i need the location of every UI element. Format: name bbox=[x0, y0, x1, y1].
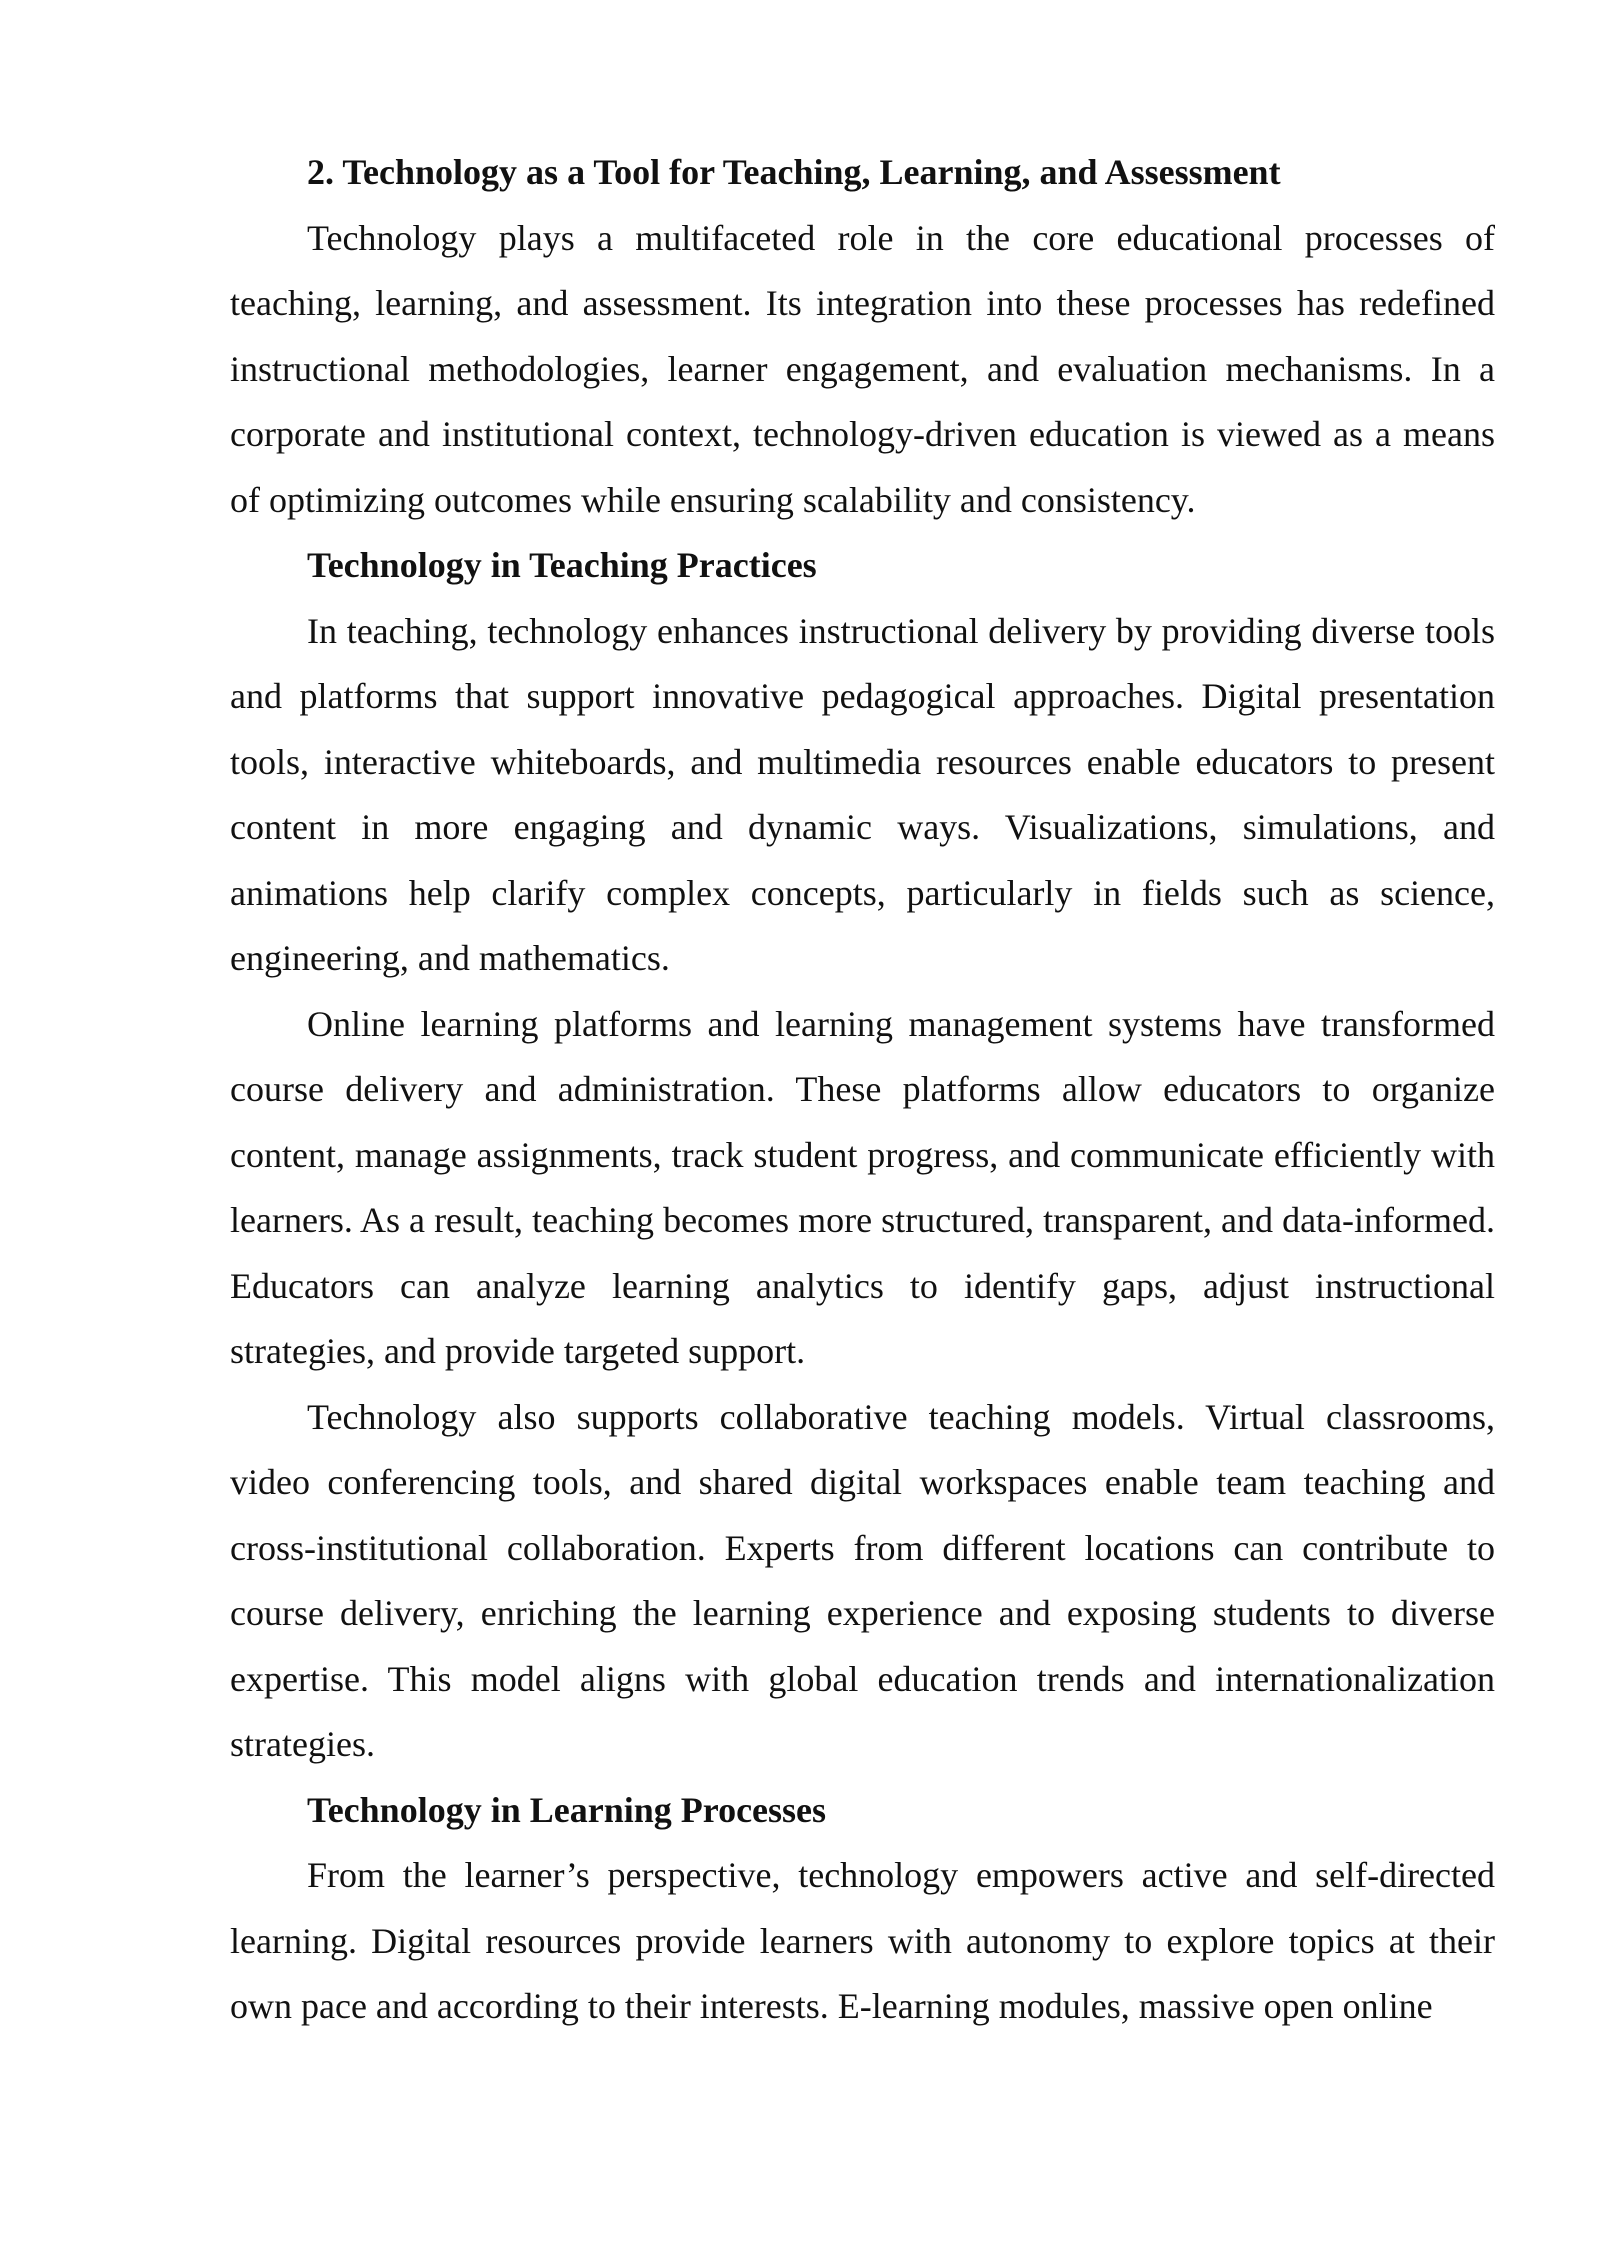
subheading-teaching: Technology in Teaching Practices bbox=[307, 545, 817, 585]
document-page bbox=[230, 140, 1495, 2040]
teaching-paragraph-1: In teaching, technology enhances instructional delivery by providing diverse tools and platforms that support innovative pedagogical approaches. Digital presentation tools, interactive whiteboards, and multimedia resources enable educators to present content in more engaging and dynamic ways. Visualizations, simulations, and animations help clarify complex concepts, particularly in fields such as science, engineering, and mathematics. bbox=[230, 610, 1495, 978]
intro-paragraph: Technology plays a multifaceted role in the core educational processes of teaching, learning, and assessment. Its integration into these processes has redefined instructional methodologies, learner engagement, and evaluation mechanisms. In a corporate and institutional context, technology-driven education is viewed as a means of optimizing outcomes while ensuring scalability and consistency. bbox=[230, 217, 1495, 520]
section-heading: 2. Technology as a Tool for Teaching, Learning, and Assessment bbox=[307, 152, 1281, 192]
teaching-paragraph-2: Online learning platforms and learning management systems have transformed course delivery and administration. These platforms allow educators to organize content, manage assignments, track student progress, and communicate efficiently with learners. As a result, teaching becomes more structured, transparent, and data-informed. Educators can analyze learning analytics to identify gaps, adjust instructional strategies, and provide targeted support. bbox=[230, 1003, 1495, 1371]
learning-paragraph-1: From the learner’s perspective, technology empowers active and self-directed learning. Digital resources provide learners with autonomy to explore topics at their own pace and according to their interests. E-learning modules, massive open online bbox=[230, 1855, 1495, 2026]
subheading-learning: Technology in Learning Processes bbox=[307, 1789, 827, 1830]
teaching-paragraph-3: Technology also supports collaborative teaching models. Virtual classrooms, video conferencing tools, and shared digital workspaces enable team teaching and cross-institutional collaboration. Experts from different locations can contribute to course delivery, enriching the learning experience and exposing students to diverse expertise. This model aligns with global education trends and internationalization strategies. bbox=[230, 1396, 1495, 1764]
